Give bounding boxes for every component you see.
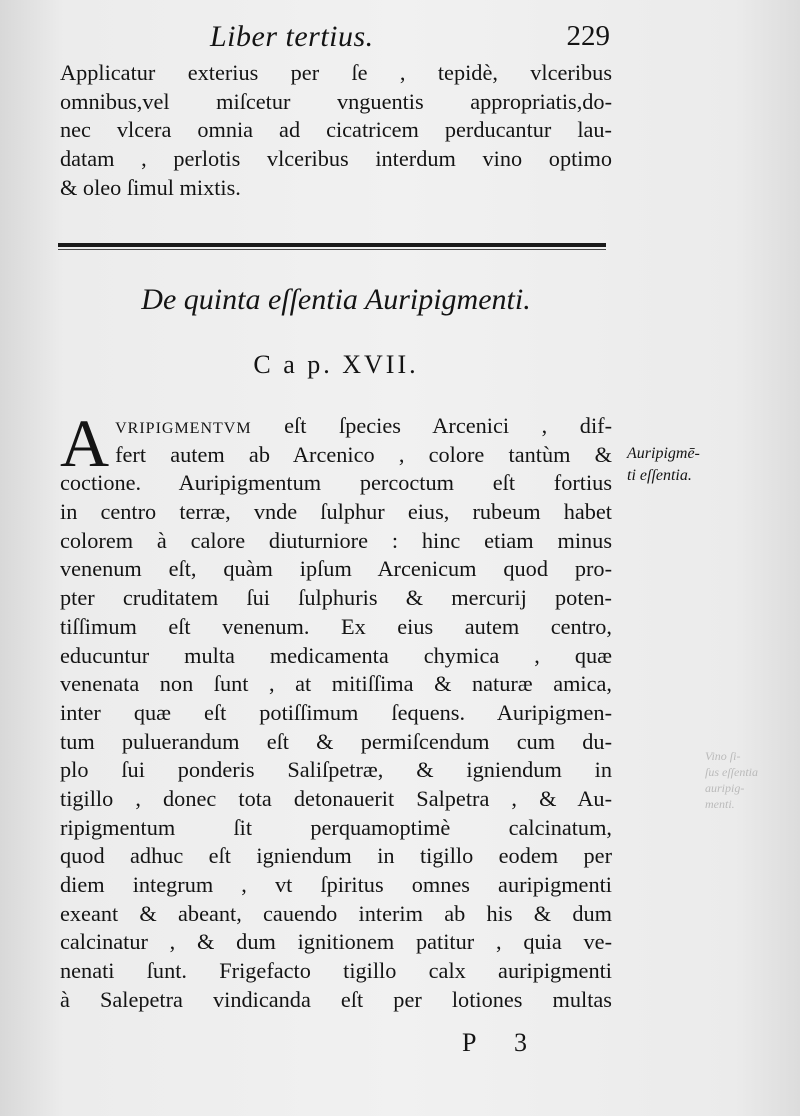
page-header [60, 18, 610, 58]
text-line: in centro terræ, vnde ſulphur eius, rubeum habet [60, 499, 612, 525]
text-line: Applicatur exterius per ſe , tepidè, vlceribus [60, 60, 612, 85]
signature-mark: P 3 [462, 1028, 543, 1057]
chapter-title: De quinta eſſentia Auripigmenti. [141, 283, 531, 316]
page-number: 229 [566, 20, 610, 52]
text-line: tum puluerandum eſt & permiſcendum cum du- [60, 728, 612, 754]
text-line: tigillo , donec tota detonauerit Salpetra , & Au- [60, 785, 612, 811]
text-line [60, 412, 612, 441]
text-line: nec vlcera omnia ad cicatricem perducantur lau- [60, 117, 612, 143]
section-rule [58, 243, 606, 252]
bleed-note-line: Vino ſi- [705, 749, 741, 763]
text-line: pter cruditatem ſui ſulphuris & mercurij poten- [60, 585, 612, 611]
top-paragraph [60, 59, 612, 202]
drop-cap: A [60, 405, 110, 481]
text-line: à Salepetra vindicanda eſt per lotiones multas [60, 986, 612, 1012]
text-line: educuntur multa medicamenta chymica , quæ [60, 642, 612, 668]
text-line: colorem à calore diuturniore : hinc etiam minus [60, 527, 612, 553]
bleed-note-line: ſus eſſentia [705, 765, 758, 779]
text-line: & oleo ſimul mixtis. [60, 174, 241, 200]
chapter-number: C a p. XVII. [253, 350, 419, 379]
text-line: venenata non ſunt , at mitiſſima & naturæ amica, [60, 671, 612, 697]
text-line: ripigmentum ſit perquamoptimè calcinatum, [60, 814, 612, 840]
text-line: exeant & abeant, cauendo interim ab his & dum [60, 900, 612, 926]
main-paragraph [60, 405, 612, 1014]
bleed-through-note [705, 748, 775, 812]
text-line: calcinatur , & dum ignitionem patitur , quia ve- [60, 929, 612, 955]
margin-note [627, 443, 747, 487]
bleed-note-line: menti. [705, 797, 735, 811]
text-line: tiſſimum eſt venenum. Ex eius autem centro, [60, 613, 612, 639]
first-word-smallcaps: vripigmentvm [115, 413, 252, 438]
text-line: inter quæ eſt potiſſimum ſequens. Auripigmen- [60, 699, 612, 725]
text-line: datam , perlotis vlceribus interdum vino optimo [60, 146, 612, 172]
bleed-note-line: auripig- [705, 781, 745, 795]
margin-note-line: ti eſſentia. [627, 467, 692, 484]
text-line: venenum eſt, quàm ipſum Arcenicum quod pro- [60, 556, 612, 582]
text-line: diem integrum , vt ſpiritus omnes auripigmenti [60, 872, 612, 897]
first-line-rest: eſt ſpecies Arcenici , dif- [251, 413, 612, 438]
running-head: Liber tertius. [210, 20, 374, 53]
text-line: fert autem ab Arcenico , colore tantùm & [115, 441, 612, 467]
text-line: plo ſui ponderis Saliſpetræ, & igniendum in [60, 757, 612, 783]
text-line: quod adhuc eſt igniendum in tigillo eodem per [60, 843, 612, 869]
text-line: coctione. Auripigmentum percoctum eſt fortius [60, 470, 612, 496]
text-line: nenati ſunt. Frigefacto tigillo calx auripigmenti [60, 958, 612, 984]
margin-note-line: Auripigmē- [627, 445, 700, 462]
text-line: omnibus,vel miſcetur vnguentis appropriatis,do- [60, 88, 612, 114]
